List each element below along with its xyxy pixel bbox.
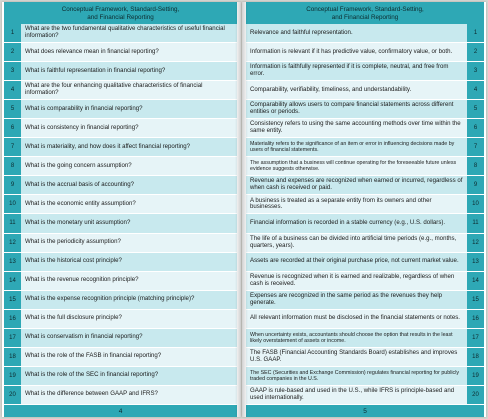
question-number: 13 xyxy=(4,253,21,271)
question-text: What is materiality, and how does it affect financial reporting? xyxy=(25,142,191,150)
answer-row xyxy=(246,157,484,176)
question-number: 16 xyxy=(4,310,21,328)
answer-number: 1 xyxy=(467,24,484,42)
answer-number: 6 xyxy=(467,119,484,137)
question-text: What are the two fundamental qualitative characteristics of useful financial information? xyxy=(25,25,225,40)
answer-text: Materiality refers to the significance of an item or error in influencing decisions made by users of financial statements. xyxy=(250,141,455,154)
answer-row xyxy=(246,176,484,195)
question-text: What is the role of the FASB in financial reporting? xyxy=(25,352,162,360)
answer-text: The FASB (Financial Accounting Standards Board) establishes and improves U.S. GAAP. xyxy=(250,348,458,363)
question-text: What is comparability in financial reporting? xyxy=(25,104,143,112)
answer-number: 8 xyxy=(467,157,484,175)
answer-row xyxy=(246,272,484,291)
question-row xyxy=(4,329,237,348)
question-number: 8 xyxy=(4,157,21,175)
answer-text: All relevant information must be disclosed in the financial statements or notes. xyxy=(250,314,461,322)
question-row xyxy=(4,176,237,195)
answer-row xyxy=(246,253,484,272)
question-row xyxy=(4,253,237,272)
answer-text: Assets are recorded at their original purchase price, not current market value. xyxy=(250,257,459,265)
question-number: 18 xyxy=(4,348,21,366)
answer-row xyxy=(246,138,484,157)
answer-number: 13 xyxy=(467,253,484,271)
answer-text: Expenses are recognized in the same period as the revenues they help generate. xyxy=(250,291,443,306)
question-row xyxy=(4,24,237,43)
answer-text: Revenue and expenses are recognized when earned or incurred, regardless of when cash is received or paid. xyxy=(250,177,463,192)
answer-row xyxy=(246,291,484,310)
question-number: 1 xyxy=(4,24,21,42)
answer-text: Information is faithfully represented if it is complete, neutral, and free from error. xyxy=(250,63,449,78)
right-page-header xyxy=(246,2,484,24)
question-row xyxy=(4,100,237,119)
answer-text: A business is treated as a separate entity from its owners and other businesses. xyxy=(250,196,432,211)
question-text: What is the accrual basis of accounting? xyxy=(25,180,135,188)
answer-number: 11 xyxy=(467,214,484,232)
right-page-footer xyxy=(246,405,484,417)
question-number: 5 xyxy=(4,100,21,118)
question-number: 19 xyxy=(4,367,21,385)
answer-text: The SEC (Securities and Exchange Commission) regulates financial reporting for publicly traded companies in the U.S. xyxy=(250,369,460,382)
answer-number: 20 xyxy=(467,386,484,404)
answer-row xyxy=(246,386,484,405)
question-text: What is the expense recognition principle (matching principle)? xyxy=(25,295,195,303)
answer-number: 17 xyxy=(467,329,484,347)
question-text: What is the going concern assumption? xyxy=(25,161,132,169)
question-number: 17 xyxy=(4,329,21,347)
question-list xyxy=(4,24,237,405)
question-text: What is faithful representation in financial reporting? xyxy=(25,66,166,74)
answer-number: 3 xyxy=(467,62,484,80)
answer-number: 15 xyxy=(467,291,484,309)
question-row xyxy=(4,367,237,386)
answer-text: When uncertainty exists, accountants should choose the option that results in the least likely overstatement of assets or income. xyxy=(250,331,453,344)
question-row xyxy=(4,214,237,233)
right-page-number: 5 xyxy=(363,407,367,415)
question-row xyxy=(4,195,237,214)
question-number: 3 xyxy=(4,62,21,80)
question-row xyxy=(4,348,237,367)
answer-row xyxy=(246,195,484,214)
answer-text: The assumption that a business will continue operating for the foreseeable future unless evidence suggests otherwise. xyxy=(250,160,457,173)
question-text: What is the periodicity assumption? xyxy=(25,238,121,246)
answer-row xyxy=(246,310,484,329)
question-number: 11 xyxy=(4,214,21,232)
question-row xyxy=(4,81,237,100)
answer-row xyxy=(246,214,484,233)
question-number: 15 xyxy=(4,291,21,309)
left-header-line-1: Conceptual Framework, Standard-Setting, xyxy=(61,5,180,13)
question-text: What is the role of the SEC in financial reporting? xyxy=(25,371,159,379)
left-page-header xyxy=(4,2,237,24)
answer-number: 7 xyxy=(467,138,484,156)
question-text: What is the revenue recognition principle? xyxy=(25,276,139,284)
question-number: 4 xyxy=(4,81,21,99)
answer-number: 12 xyxy=(467,234,484,252)
question-text: What is the difference between GAAP and IFRS? xyxy=(25,390,158,398)
question-number: 2 xyxy=(4,43,21,61)
question-number: 20 xyxy=(4,386,21,404)
answer-row xyxy=(246,62,484,81)
question-number: 14 xyxy=(4,272,21,290)
answer-number: 5 xyxy=(467,100,484,118)
question-row xyxy=(4,43,237,62)
answer-text: Information is relevant if it has predictive value, confirmatory value, or both. xyxy=(250,47,453,55)
question-row xyxy=(4,386,237,405)
answer-row xyxy=(246,329,484,348)
question-text: What is the monetary unit assumption? xyxy=(25,219,131,227)
book-spread xyxy=(2,2,486,417)
answer-number: 18 xyxy=(467,348,484,366)
answer-text: Consistency refers to using the same accounting methods over time within the same entity. xyxy=(250,120,461,135)
question-row xyxy=(4,138,237,157)
question-text: What is the full disclosure principle? xyxy=(25,314,122,322)
question-text: What is consistency in financial reporting? xyxy=(25,123,139,131)
answer-text: The life of a business can be divided into artificial time periods (e.g., months, quarters, years). xyxy=(250,234,457,249)
question-number: 6 xyxy=(4,119,21,137)
answer-row xyxy=(246,100,484,119)
answer-text: Revenue is recognized when it is earned and realizable, regardless of when cash is received. xyxy=(250,272,455,287)
answer-text: Comparability, verifiability, timeliness, and understandability. xyxy=(250,85,412,93)
right-page xyxy=(242,2,486,417)
question-row xyxy=(4,291,237,310)
left-header-line-2: and Financial Reporting xyxy=(87,13,154,21)
question-text: What is the historical cost principle? xyxy=(25,257,122,265)
answer-text: Financial information is recorded in a stable currency (e.g., U.S. dollars). xyxy=(250,219,446,227)
answer-list xyxy=(246,24,484,405)
answer-row xyxy=(246,43,484,62)
question-row xyxy=(4,62,237,81)
answer-row xyxy=(246,348,484,367)
question-row xyxy=(4,310,237,329)
answer-number: 14 xyxy=(467,272,484,290)
answer-row xyxy=(246,119,484,138)
answer-number: 10 xyxy=(467,195,484,213)
question-row xyxy=(4,157,237,176)
question-row xyxy=(4,234,237,253)
answer-number: 16 xyxy=(467,310,484,328)
answer-row xyxy=(246,81,484,100)
answer-number: 9 xyxy=(467,176,484,194)
answer-text: Relevance and faithful representation. xyxy=(250,28,353,36)
question-text: What are the four enhancing qualitative characteristics of financial information? xyxy=(25,82,203,97)
question-row xyxy=(4,272,237,291)
question-number: 7 xyxy=(4,138,21,156)
question-number: 9 xyxy=(4,176,21,194)
question-number: 10 xyxy=(4,195,21,213)
question-row xyxy=(4,119,237,138)
answer-row xyxy=(246,367,484,386)
right-header-line-1: Conceptual Framework, Standard-Setting, xyxy=(306,5,424,13)
left-page-number: 4 xyxy=(118,407,123,415)
question-text: What does relevance mean in financial reporting? xyxy=(25,47,159,55)
answer-number: 2 xyxy=(467,43,484,61)
answer-number: 4 xyxy=(467,81,484,99)
answer-row xyxy=(246,234,484,253)
question-number: 12 xyxy=(4,234,21,252)
question-text: What is the economic entity assumption? xyxy=(25,199,136,207)
answer-number: 19 xyxy=(467,367,484,385)
question-text: What is conservatism in financial reporting? xyxy=(25,333,143,341)
right-header-line-2: and Financial Reporting xyxy=(331,13,399,21)
left-page-footer xyxy=(4,405,237,417)
answer-text: GAAP is rule-based and used in the U.S., while IFRS is principle-based and used internationally. xyxy=(250,387,455,401)
left-page xyxy=(2,2,241,417)
answer-row xyxy=(246,24,484,43)
answer-text: Comparability allows users to compare financial statements across different entities or periods. xyxy=(250,101,454,116)
